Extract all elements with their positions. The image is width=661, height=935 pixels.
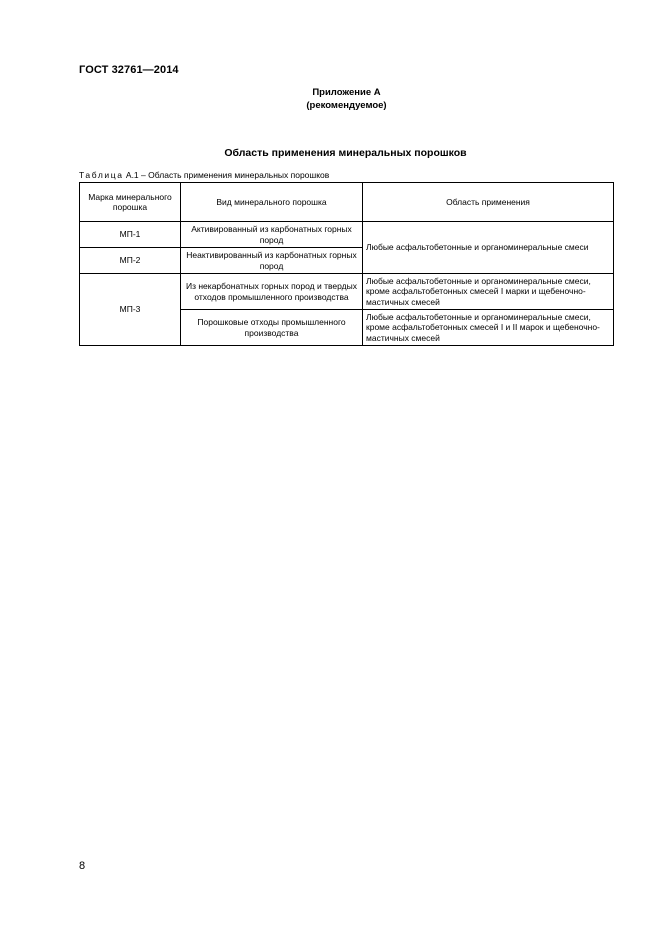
grade-cell: МП-2: [80, 248, 181, 274]
grade-cell: МП-1: [80, 222, 181, 248]
annex-title: Приложение А: [312, 87, 381, 98]
standard-designation: ГОСТ 32761—2014: [79, 64, 179, 76]
annex-status: (рекомендуемое): [306, 99, 387, 111]
table-header-row: [80, 183, 614, 222]
table-caption-text: Область применения минеральных порошков: [148, 170, 330, 180]
powder-application-table: [79, 182, 614, 346]
application-cell: Любые асфальтобетонные и органоминеральные смеси, кроме асфальтобетонных смесей I и II марок и щебеночно-мастичных смесей: [363, 310, 614, 346]
header-type: Вид минерального порошка: [181, 183, 363, 222]
application-cell: Любые асфальтобетонные и органоминеральные смеси, кроме асфальтобетонных смесей I марки и щебеночно-мастичных смесей: [363, 274, 614, 310]
application-cell: Любые асфальтобетонные и органоминеральные смеси: [363, 222, 614, 274]
section-title-container: [0, 147, 661, 159]
table-caption-number: А.1: [125, 170, 139, 180]
header-grade: Марка минерального порошка: [80, 183, 181, 222]
type-cell: Порошковые отходы промышленного производства: [181, 310, 363, 346]
type-cell: Активированный из карбонатных горных пород: [181, 222, 363, 248]
header-application: Область применения: [363, 183, 614, 222]
annex-heading: [0, 87, 661, 112]
table-caption: [79, 170, 329, 180]
table-row: [80, 274, 614, 310]
table-row: [80, 222, 614, 248]
grade-cell: МП-3: [80, 274, 181, 346]
type-cell: Из некарбонатных горных пород и твердых отходов промышленного производства: [181, 274, 363, 310]
table-caption-dash: –: [141, 170, 146, 180]
page-number: 8: [79, 860, 86, 872]
type-cell: Неактивированный из карбонатных горных пород: [181, 248, 363, 274]
table-caption-prefix: Таблица: [79, 170, 124, 180]
section-title: Область применения минеральных порошков: [224, 147, 467, 159]
